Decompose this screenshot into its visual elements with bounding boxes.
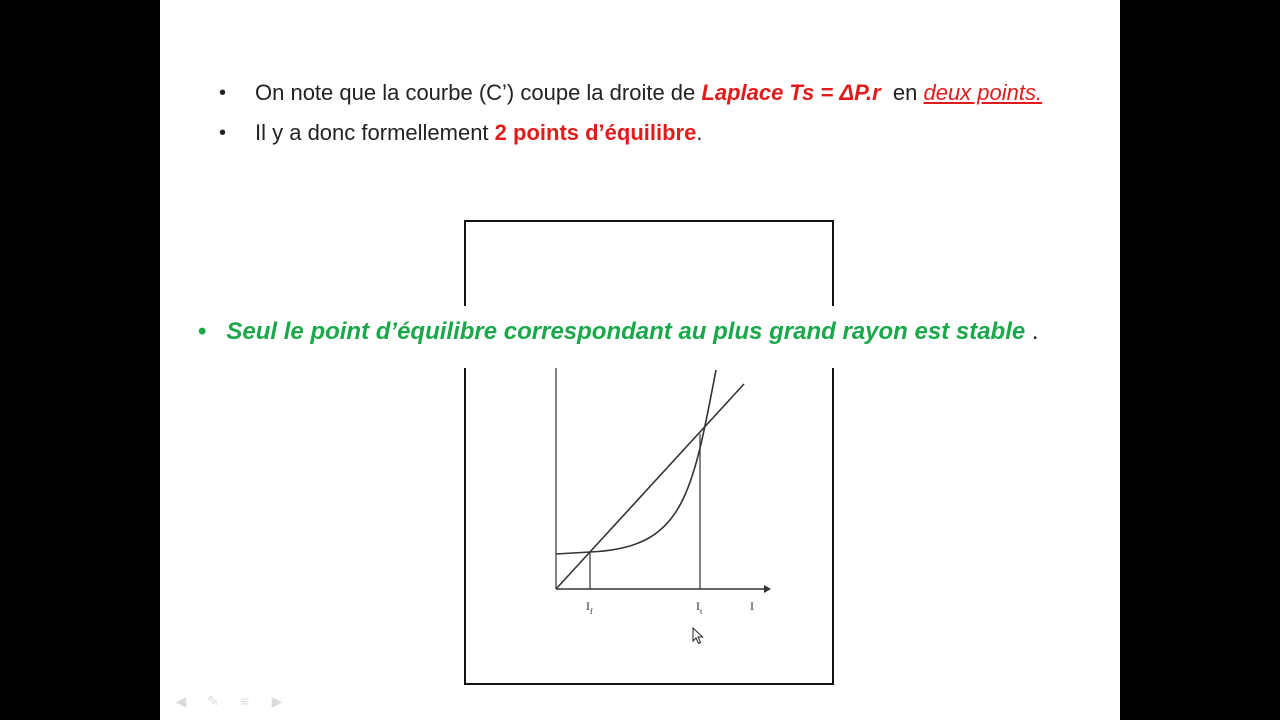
laplace-formula: Laplace Ts = ΔP.r xyxy=(701,80,881,105)
curve-c-prime xyxy=(556,370,716,554)
x-axis-label: I xyxy=(750,599,754,613)
slideshow-nav xyxy=(172,692,286,712)
next-icon[interactable]: ▶ xyxy=(271,693,283,709)
tick-label-left: $I_f$ xyxy=(586,599,593,616)
tick-label-right: $I_t$ xyxy=(696,599,703,616)
slide xyxy=(160,0,1120,720)
equilibrium-graph xyxy=(466,222,832,683)
bullet-text: Il y a donc formellement xyxy=(255,120,495,145)
bullet-text: On note que la courbe (C’) coupe la droite de xyxy=(255,80,702,105)
x-axis-arrow-icon xyxy=(764,585,771,593)
mouse-cursor-icon xyxy=(692,627,704,645)
statement-suffix: . xyxy=(1025,318,1039,345)
bullet-dot: • xyxy=(219,82,227,104)
pen-icon[interactable]: ✎ xyxy=(207,693,219,709)
green-statement xyxy=(198,316,1039,348)
laplace-line xyxy=(556,384,744,589)
bullet-suffix: . xyxy=(696,120,703,145)
bullet-text-middle: en xyxy=(880,80,924,105)
previous-icon[interactable]: ◀ xyxy=(175,693,187,709)
bullet-dot: • xyxy=(219,122,227,144)
bullet-list xyxy=(215,77,1075,149)
two-points-text: deux points. xyxy=(923,80,1043,105)
menu-icon[interactable]: ≡ xyxy=(240,693,250,709)
bullet-item-equilibrium xyxy=(215,117,1075,149)
equilibrium-points-text: 2 points d’équilibre xyxy=(494,120,697,145)
figure-frame xyxy=(464,220,834,685)
stability-statement: Seul le point d’équilibre correspondant au plus grand rayon est stable xyxy=(226,318,1026,345)
bullet-item-intersection xyxy=(215,77,1075,109)
bullet-dot: • xyxy=(198,318,207,345)
